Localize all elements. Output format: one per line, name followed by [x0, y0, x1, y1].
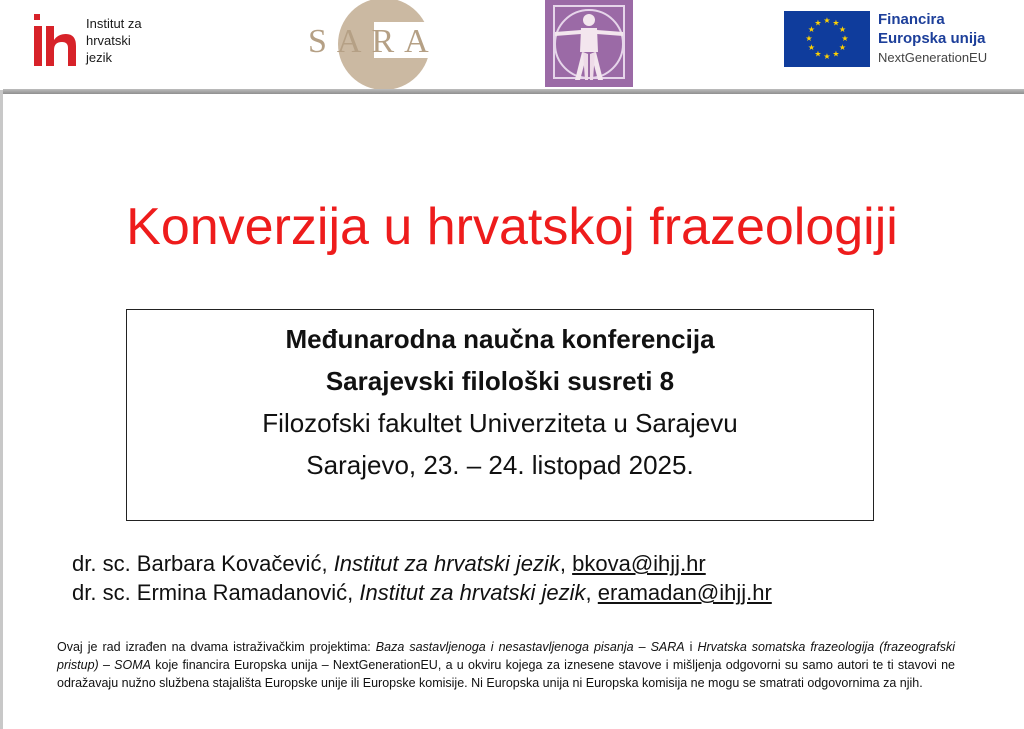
conference-host: Filozofski fakultet Univerziteta u Sarajevu [262, 408, 738, 438]
header-divider [3, 89, 1024, 94]
sara-logo-text: SARA [308, 23, 439, 60]
author-name: dr. sc. Barbara Kovačević, [72, 551, 328, 576]
svg-text:★: ★ [823, 16, 831, 25]
svg-text:★: ★ [814, 49, 822, 59]
svg-text:★: ★ [838, 25, 847, 34]
ihj-line1: Institut za [86, 16, 142, 31]
svg-text:★: ★ [823, 52, 831, 61]
ihj-line2: hrvatski [86, 33, 131, 48]
ihj-logo-text [86, 15, 166, 66]
eu-financira: Financira [878, 11, 945, 28]
footnote-conjunction: i [684, 640, 698, 654]
author-email-link[interactable]: eramadan@ihjj.hr [597, 580, 772, 605]
conference-name: Sarajevski filološki susreti 8 [325, 366, 675, 396]
svg-text:★: ★ [814, 18, 822, 28]
author-separator: , [585, 580, 592, 605]
svg-text:★: ★ [805, 34, 813, 43]
funding-disclaimer [57, 638, 955, 692]
conference-info-box [126, 309, 874, 521]
author-separator: , [559, 551, 566, 576]
ihj-line3: jezik [86, 50, 113, 65]
svg-text:★: ★ [832, 18, 840, 28]
svg-text:★: ★ [807, 25, 816, 34]
author-email-link[interactable]: bkova@ihjj.hr [572, 551, 706, 576]
logo-header [0, 0, 1024, 90]
author-institute: Institut za hrvatski jezik [333, 551, 560, 576]
ihj-logo-mark-icon [34, 14, 78, 66]
eu-flag-icon [784, 11, 870, 67]
vitruvian-logo-icon [545, 0, 633, 87]
author-institute: Institut za hrvatski jezik [359, 580, 586, 605]
svg-text:★: ★ [838, 43, 847, 52]
sara-logo-icon [308, 0, 460, 90]
svg-text:★: ★ [832, 49, 840, 59]
conference-date: Sarajevo, 23. – 24. listopad 2025. [306, 450, 694, 480]
presentation-title: Konverzija u hrvatskoj frazeologiji [126, 198, 898, 256]
svg-text:★: ★ [841, 34, 849, 43]
ihj-logo [34, 14, 164, 66]
footnote-project-sara: Baza sastavljenoga i nesastavljenoga pisanja – SARA [375, 640, 685, 654]
left-edge [0, 0, 3, 729]
footnote-intro: Ovaj je rad izrađen na dvama istraživačkim projektima: [57, 640, 376, 654]
conference-type: Međunarodna naučna konferencija [285, 324, 715, 354]
eu-europska-unija: Europska unija [878, 30, 986, 47]
author-row [72, 578, 772, 607]
svg-text:★: ★ [807, 43, 816, 52]
eu-funding-text [878, 10, 987, 67]
author-name: dr. sc. Ermina Ramadanović, [72, 580, 354, 605]
authors-list [72, 549, 772, 607]
author-row [72, 549, 772, 578]
footnote-project-soma: Hrvatska somatska frazeologija (frazeografski pristup) – SOMA [57, 640, 956, 672]
eu-nextgeneration: NextGenerationEU [878, 50, 988, 65]
footnote-disclaimer-text: koje financira Europska unija – NextGenerationEU, a u okviru kojega za iznesene stavove i mišljenja odgovorni su samo autori te ti stavovi ne odražavaju nužno službena stajališta Europske unije ili Europske komisije. Ni Europska unija ni Europska komisija ne mogu se smatrati odgovornima za njih. [57, 658, 956, 690]
